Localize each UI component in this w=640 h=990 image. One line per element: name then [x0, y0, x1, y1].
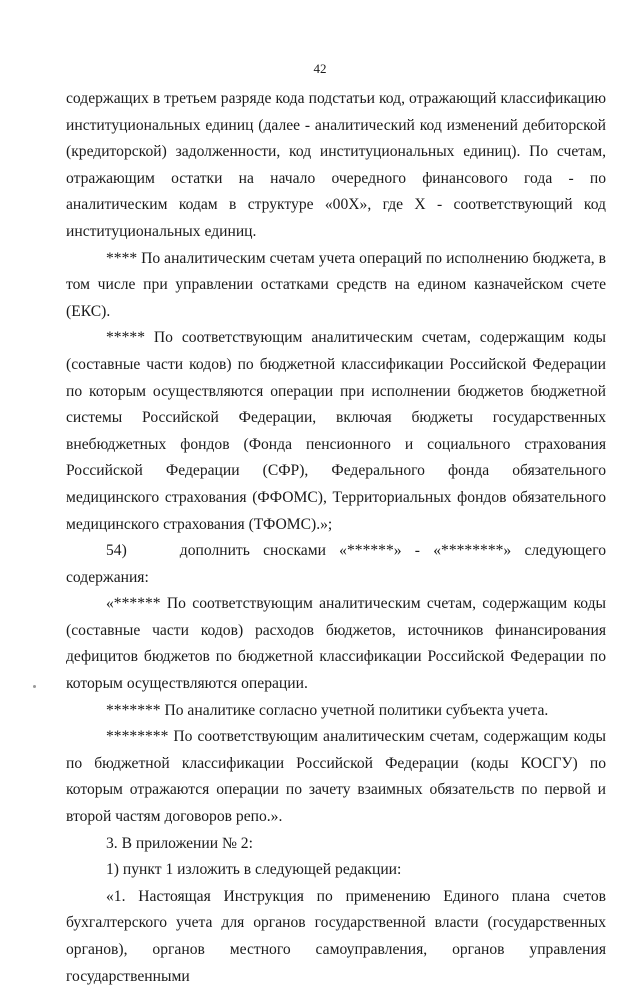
- page-number: 42: [313, 61, 327, 76]
- footnote-6-paragraph: «****** По соответствующим аналитическим счетам, содержащим коды (составные части кодов) расходов бюджетов, источников финансирования дефицитов бюджетов по бюджетной классификации Российской Федерации по которым осуществляются операции.: [66, 595, 606, 693]
- scan-speck: [33, 685, 36, 688]
- appendix-2-heading: 3. В приложении № 2:: [106, 834, 253, 852]
- clause-1-text: «1. Настоящая Инструкция по применению Единого плана счетов бухгалтерского учета для органов государственной власти (государственных органов), органов местного самоуправления, органов управления государственными: [66, 887, 606, 985]
- footnote-5-paragraph: ***** По соответствующим аналитическим счетам, содержащим коды (составные части кодов) по бюджетной классификации Российской Федерации по которым осуществляются операции при исполнении бюджетов бюджетной системы Российской Федерации, включая бюджеты государственных внебюджетных фондов (Фонда пенсионного и социального страхования Российской Федерации (СФР), Федерального фонда обязательного медицинского страхования (ФФОМС), Территориальных фондов обязательного медицинского страхования (ТФОМС).»;: [66, 329, 606, 533]
- footnote-4-paragraph: **** По аналитическим счетам учета операций по исполнению бюджета, в том числе при управлении остатками средств на едином казначейском счете (ЕКС).: [66, 249, 606, 320]
- item-54-paragraph: 54) дополнить сносками «******» - «********» следующего содержания:: [66, 542, 606, 586]
- footnote-7-paragraph: ******* По аналитике согласно учетной политики субъекта учета.: [106, 701, 549, 719]
- footnote-8-paragraph: ******** По соответствующим аналитическим счетам, содержащим коды по бюджетной классификации Российской Федерации (коды КОСГУ) по которым отражаются операции по зачету взаимных обязательств по первой и второй частям договоров репо.».: [66, 728, 606, 826]
- paragraph-continuation: содержащих в третьем разряде кода подстатьи код, отражающий классификацию институциональных единиц (далее - аналитический код изменений дебиторской (кредиторской) задолженности, код институциональных единиц). По счетам, отражающим остатки на начало очередного финансового года - по аналитическим кодам в структуре «00Х», где Х - соответствующий код институциональных единиц.: [66, 90, 606, 240]
- document-body: [66, 86, 606, 990]
- clause-1-instruction: 1) пункт 1 изложить в следующей редакции:: [106, 861, 402, 879]
